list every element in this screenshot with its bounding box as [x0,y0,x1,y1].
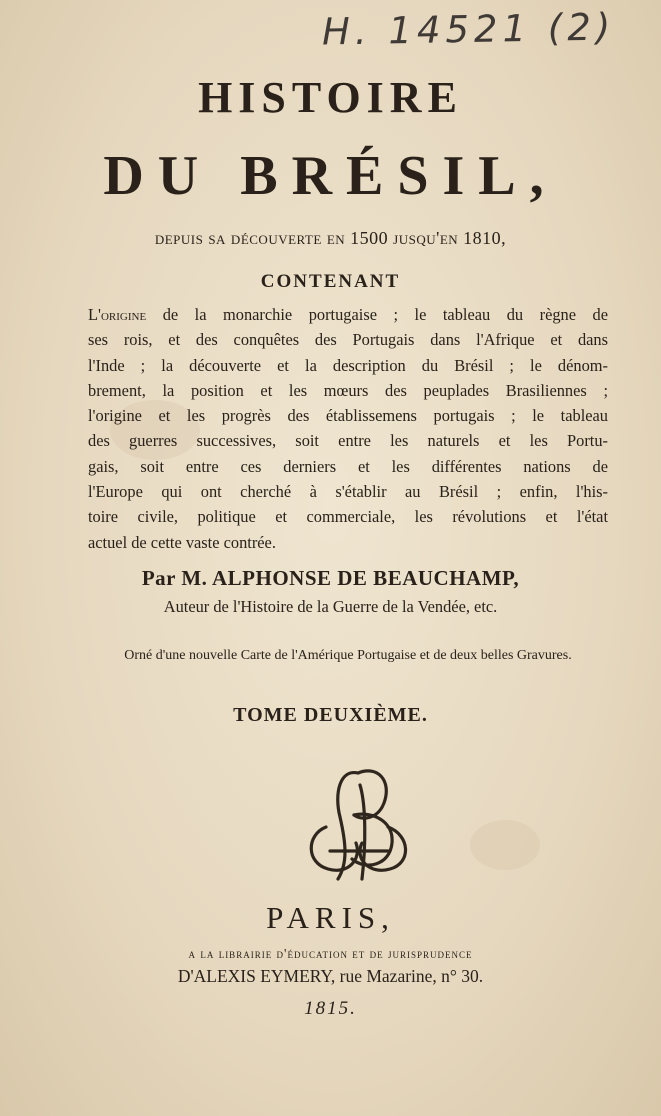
illustrations-note: Orné d'une nouvelle Carte de l'Amérique Portugaise et de deux belles Gravures. [124,648,572,663]
description-line: gais, soit entre ces derniers et les différentes nations de [88,456,608,476]
title-line-1: HISTOIRE [198,73,463,122]
city: PARIS, [266,900,395,935]
volume-label: TOME DEUXIÈME. [233,704,428,726]
title-line-2: DU BRÉSIL, [103,145,558,207]
monogram-ornament [296,755,420,891]
shelfmark: H. 14521 (2) [321,5,616,54]
description-line: brement, la position et les mœurs des peuplades Brasiliennes ; [88,380,608,400]
contenant-heading: CONTENANT [260,271,401,292]
author-credit: Auteur de l'Histoire de la Guerre de la Vendée, etc. [163,597,498,616]
paper-stain [470,820,540,870]
monogram-icon [296,755,420,891]
description-line-rest: de la monarchie portugaise ; le tableau du règne de [146,305,608,324]
description-line: l'Inde ; la découverte et la description du Brésil ; le dénom- [88,355,608,375]
description-line: l'Europe qui ont cherché à s'établir au Brésil ; enfin, l'his- [88,482,608,502]
year: 1815. [304,998,357,1019]
publisher-line-2: D'ALEXIS EYMERY, rue Mazarine, n° 30. [177,966,484,986]
description-line: actuel de cette vaste contrée. [88,532,276,552]
description-lead-word: L'origine [88,305,147,324]
publisher-line-1: a la librairie d'éducation et de jurisprudence [188,946,473,961]
description-line: des guerres successives, soit entre les naturels et les Portu- [88,431,608,451]
author-line: Par M. ALPHONSE DE BEAUCHAMP, [141,566,520,590]
description-paragraph [88,302,608,555]
description-line: l'origine et les progrès des établissemens portugais ; le tableau [88,406,608,426]
description-line: ses rois, et des conquêtes des Portugais dans l'Afrique et dans [88,330,608,350]
description-line: toire civile, politique et commerciale, les révolutions et l'état [88,507,608,527]
description-line [88,302,608,327]
subtitle: depuis sa découverte en 1500 jusqu'en 1810, [154,228,507,248]
